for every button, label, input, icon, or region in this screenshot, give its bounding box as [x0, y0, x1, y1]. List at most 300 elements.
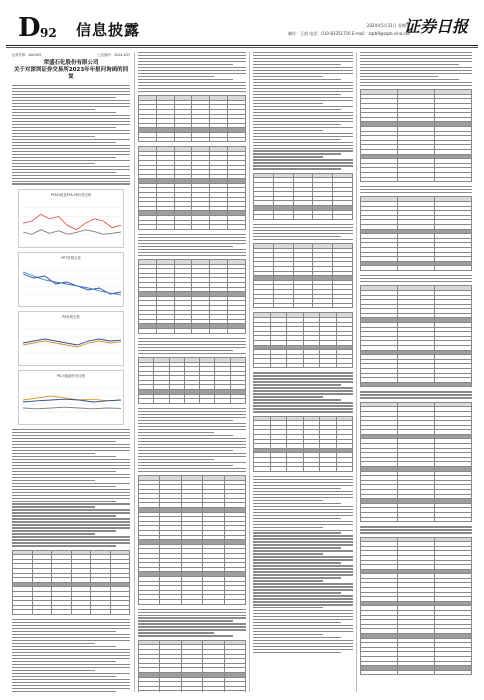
table-cell: [156, 329, 174, 334]
text-line: [360, 189, 472, 190]
text-line: [138, 462, 246, 463]
text-line: [253, 521, 353, 522]
text-line: [12, 661, 116, 662]
text-line: [12, 106, 130, 107]
article-title-block: [12, 60, 130, 81]
table-cell: [210, 329, 228, 334]
table-cell: [203, 691, 224, 692]
table-cell: [215, 399, 230, 404]
text-line: [12, 163, 95, 164]
table-cell: [230, 399, 245, 404]
text-line: [12, 536, 130, 537]
table-cell: [313, 303, 333, 308]
text-line: [253, 643, 353, 644]
text-line: [360, 281, 472, 282]
text-line: [253, 402, 353, 403]
text-line: [138, 441, 246, 442]
table-grid: [138, 259, 246, 334]
table-grid: [253, 173, 353, 220]
text-line: [253, 604, 353, 605]
text-line: [12, 542, 130, 543]
line-chart-4: [18, 370, 124, 425]
text-line: [12, 628, 130, 629]
table-cell: [156, 225, 174, 230]
header-rule: [6, 45, 478, 46]
text-line: [12, 631, 116, 632]
text-line: [138, 420, 233, 421]
text-line: [12, 539, 130, 540]
text-line: [253, 571, 353, 572]
text-line: [12, 175, 130, 176]
text-line: [253, 233, 353, 234]
body-text-block: [138, 408, 246, 472]
text-line: [253, 485, 353, 486]
text-line: [138, 234, 246, 235]
table-row: [361, 670, 472, 675]
text-line: [138, 450, 233, 451]
text-line: [253, 375, 353, 376]
text-line: [12, 530, 116, 531]
text-line: [138, 70, 246, 71]
table-cell: [273, 303, 293, 308]
text-line: [253, 61, 353, 62]
text-line: [12, 676, 116, 677]
text-line: [12, 130, 130, 131]
table-cell: [192, 137, 210, 142]
text-line: [138, 58, 246, 59]
text-line: [253, 58, 353, 59]
table-row: [139, 137, 246, 142]
text-line: [253, 527, 323, 528]
text-line: [12, 169, 130, 170]
table-cell: [228, 137, 246, 142]
text-line: [138, 344, 246, 345]
text-line: [12, 673, 130, 674]
text-line: [253, 610, 353, 611]
text-line: [12, 85, 130, 86]
text-line: [138, 347, 246, 348]
text-line: [253, 239, 353, 240]
text-line: [253, 405, 353, 406]
table-cell: [254, 363, 271, 368]
text-line: [12, 91, 130, 92]
text-line: [12, 688, 130, 689]
text-line: [253, 535, 353, 536]
table-cell: [361, 266, 398, 271]
text-line: [253, 556, 353, 557]
table-grid: [253, 416, 353, 472]
text-line: [360, 73, 472, 74]
text-line: [138, 338, 246, 339]
text-line: [138, 609, 246, 610]
date-line: 2024年5月31日 星期五: [366, 23, 410, 28]
newspaper-logo: 证券日报: [403, 17, 468, 36]
text-line: [138, 423, 246, 424]
column-4: [360, 52, 472, 692]
text-line: [253, 634, 323, 635]
data-table: [138, 640, 246, 692]
text-line: [253, 227, 353, 228]
table-cell: [273, 215, 293, 220]
table-cell: [71, 610, 91, 615]
table-cell: [361, 670, 398, 675]
text-line: [138, 438, 246, 439]
text-line: [138, 237, 246, 238]
table-cell: [160, 599, 181, 604]
text-line: [360, 192, 472, 193]
table-cell: [254, 215, 274, 220]
text-line: [12, 151, 130, 152]
text-line: [12, 498, 130, 499]
text-line: [253, 168, 341, 169]
text-line: [138, 240, 246, 241]
table-grid: [138, 95, 246, 142]
text-line: [360, 79, 459, 80]
text-line: [138, 432, 214, 433]
chart-svg: [19, 380, 125, 420]
stock-code: 证券代码：002493: [12, 53, 42, 57]
table-cell: [200, 399, 215, 404]
table-cell: [160, 691, 181, 692]
table-cell: [293, 215, 313, 220]
text-line: [12, 459, 130, 460]
text-line: [253, 387, 353, 388]
table-cell: [398, 670, 435, 675]
text-line: [12, 456, 116, 457]
text-line: [360, 532, 472, 533]
body-text-block: [138, 52, 246, 92]
text-line: [138, 617, 246, 618]
text-line: [253, 491, 353, 492]
data-table: [12, 550, 130, 615]
table-cell: [139, 225, 157, 230]
text-line: [253, 518, 341, 519]
text-line: [12, 521, 130, 522]
text-line: [360, 52, 472, 53]
table-cell: [303, 467, 320, 472]
text-line: [12, 670, 95, 671]
text-line: [253, 162, 353, 163]
text-line: [138, 635, 233, 636]
body-text-block: [138, 609, 246, 637]
text-line: [12, 495, 130, 496]
series-line: [23, 407, 121, 409]
line-chart-1: [18, 189, 124, 248]
table-cell: [156, 137, 174, 142]
text-line: [12, 489, 130, 490]
text-line: [12, 691, 116, 692]
text-line: [253, 64, 341, 65]
table-row: [254, 467, 353, 472]
text-line: [360, 397, 472, 398]
text-line: [360, 278, 472, 279]
text-line: [360, 275, 472, 276]
body-text-block: [12, 85, 130, 185]
text-line: [253, 130, 323, 131]
text-line: [12, 655, 130, 656]
text-line: [138, 468, 246, 469]
text-line: [253, 399, 341, 400]
body-text-block: [360, 275, 472, 282]
text-line: [138, 246, 233, 247]
text-line: [12, 512, 130, 513]
text-line: [12, 664, 130, 665]
body-text-block: [360, 186, 472, 193]
text-line: [138, 341, 246, 342]
text-line: [138, 417, 246, 418]
text-line: [253, 236, 341, 237]
text-line: [253, 538, 353, 539]
data-table: [253, 243, 353, 308]
series-line: [23, 230, 121, 234]
text-line: [12, 524, 130, 525]
chart-svg: [19, 199, 125, 243]
table-grid: [360, 285, 472, 387]
table-cell: [228, 225, 246, 230]
table-cell: [228, 329, 246, 334]
text-line: [12, 100, 130, 101]
text-line: [253, 530, 353, 531]
announcement-code-row: [12, 52, 130, 57]
table-cell: [333, 215, 353, 220]
text-line: [138, 82, 246, 83]
text-line: [12, 503, 130, 504]
text-line: [253, 70, 353, 71]
text-line: [12, 462, 130, 463]
text-line: [12, 148, 130, 149]
text-line: [253, 97, 353, 98]
page-number: 92: [40, 26, 57, 40]
text-line: [12, 619, 130, 620]
chart-svg: [19, 262, 125, 302]
table-cell: [139, 329, 157, 334]
text-line: [253, 390, 353, 391]
chart-svg: [19, 321, 125, 361]
body-text-block: [138, 338, 246, 354]
section-title: 信息披露: [76, 21, 141, 39]
table-row: [139, 225, 246, 230]
text-line: [12, 127, 116, 128]
data-table: [360, 402, 472, 522]
text-line: [360, 391, 472, 392]
table-cell: [181, 691, 202, 692]
table-cell: [320, 467, 337, 472]
text-line: [253, 619, 353, 620]
text-line: [12, 118, 130, 119]
text-line: [12, 157, 116, 158]
text-line: [12, 637, 130, 638]
text-line: [253, 512, 353, 513]
text-line: [138, 76, 214, 77]
table-grid: [138, 475, 246, 605]
text-line: [253, 559, 353, 560]
table-cell: [181, 599, 202, 604]
text-line: [253, 115, 353, 116]
text-line: [12, 121, 130, 122]
text-line: [12, 97, 116, 98]
text-line: [253, 121, 353, 122]
text-line: [138, 429, 246, 430]
text-line: [12, 429, 130, 430]
text-line: [253, 381, 353, 382]
text-line: [12, 435, 130, 436]
text-line: [253, 136, 353, 137]
data-table: [360, 89, 472, 182]
text-line: [12, 88, 130, 89]
table-grid: [138, 146, 246, 230]
table-cell: [224, 599, 245, 604]
table-cell: [13, 610, 33, 615]
text-line: [12, 622, 130, 623]
text-line: [253, 574, 353, 575]
text-line: [253, 67, 353, 68]
text-line: [138, 252, 246, 253]
text-line: [12, 145, 130, 146]
text-line: [360, 67, 472, 68]
text-line: [12, 432, 130, 433]
text-line: [253, 139, 341, 140]
data-table: [138, 259, 246, 334]
text-line: [253, 616, 353, 617]
text-line: [12, 506, 95, 507]
table-cell: [174, 329, 192, 334]
text-line: [12, 160, 130, 161]
table-grid: [138, 357, 246, 404]
company-name: 荣盛石化股份有限公司: [43, 60, 99, 66]
text-line: [12, 527, 130, 528]
text-line: [253, 497, 353, 498]
text-line: [12, 142, 116, 143]
table-cell: [203, 599, 224, 604]
text-line: [253, 580, 323, 581]
text-line: [253, 224, 353, 225]
table-cell: [398, 266, 435, 271]
text-line: [253, 637, 341, 638]
text-line: [12, 115, 130, 116]
table-cell: [139, 599, 160, 604]
text-line: [12, 667, 130, 668]
text-line: [138, 353, 246, 354]
text-line: [12, 441, 116, 442]
table-grid: [253, 243, 353, 308]
text-line: [12, 181, 130, 182]
text-line: [138, 620, 233, 621]
text-line: [12, 154, 130, 155]
article-headline: 关于对深圳证券交易所2023年年报问询函的回复: [13, 67, 129, 80]
text-line: [253, 613, 353, 614]
text-line: [253, 476, 353, 477]
text-line: [253, 76, 323, 77]
text-line: [253, 100, 353, 101]
text-line: [138, 67, 246, 68]
text-line: [12, 679, 130, 680]
chart-caption: PET价格走势: [61, 255, 81, 260]
table-cell: [169, 399, 184, 404]
text-line: [138, 444, 246, 445]
text-line: [253, 118, 353, 119]
text-line: [253, 503, 341, 504]
table-cell: [139, 399, 154, 404]
table-cell: [254, 467, 271, 472]
table-cell: [174, 137, 192, 142]
text-line: [138, 615, 246, 616]
table-grid: [360, 196, 472, 271]
column-3: [253, 52, 353, 692]
text-line: [253, 494, 353, 495]
table-cell: [270, 363, 287, 368]
text-line: [12, 640, 130, 641]
line-chart-2: [18, 252, 124, 307]
text-line: [12, 515, 116, 516]
text-line: [138, 414, 246, 415]
text-line: [12, 444, 130, 445]
table-cell: [224, 691, 245, 692]
series-line: [23, 396, 121, 401]
text-line: [253, 544, 353, 545]
text-line: [253, 106, 353, 107]
text-line: [138, 52, 246, 53]
text-line: [138, 85, 246, 86]
data-table: [138, 475, 246, 605]
text-line: [12, 518, 130, 519]
data-table: [253, 312, 353, 368]
text-line: [138, 632, 214, 633]
table-cell: [303, 363, 320, 368]
body-text-block: [360, 52, 472, 86]
text-line: [253, 568, 353, 569]
data-table: [253, 416, 353, 472]
data-table: [360, 196, 472, 271]
text-line: [12, 471, 116, 472]
text-line: [12, 480, 95, 481]
text-line: [138, 626, 246, 627]
text-line: [253, 622, 341, 623]
text-line: [253, 408, 353, 409]
text-line: [138, 350, 233, 351]
table-row: [13, 610, 130, 615]
text-line: [253, 372, 353, 373]
text-line: [253, 577, 341, 578]
data-table: [138, 357, 246, 404]
text-line: [253, 583, 353, 584]
text-line: [360, 186, 472, 187]
text-line: [360, 85, 472, 86]
text-line: [253, 646, 353, 647]
table-cell: [139, 137, 157, 142]
table-cell: [270, 467, 287, 472]
table-cell: [361, 382, 398, 387]
text-line: [138, 465, 233, 466]
text-line: [253, 393, 353, 394]
text-line: [253, 482, 353, 483]
table-row: [361, 382, 472, 387]
page-letter: D: [18, 13, 41, 43]
text-line: [138, 73, 246, 74]
text-line: [138, 426, 246, 427]
newspaper-page: [6, 6, 478, 694]
text-line: [253, 94, 341, 95]
text-line: [253, 82, 353, 83]
table-cell: [398, 177, 435, 182]
text-line: [12, 533, 95, 534]
text-line: [253, 159, 353, 160]
column-divider: [134, 52, 135, 692]
text-line: [253, 532, 341, 533]
text-line: [12, 124, 130, 125]
text-line: [253, 165, 353, 166]
table-cell: [320, 363, 337, 368]
body-text-block: [253, 372, 353, 412]
